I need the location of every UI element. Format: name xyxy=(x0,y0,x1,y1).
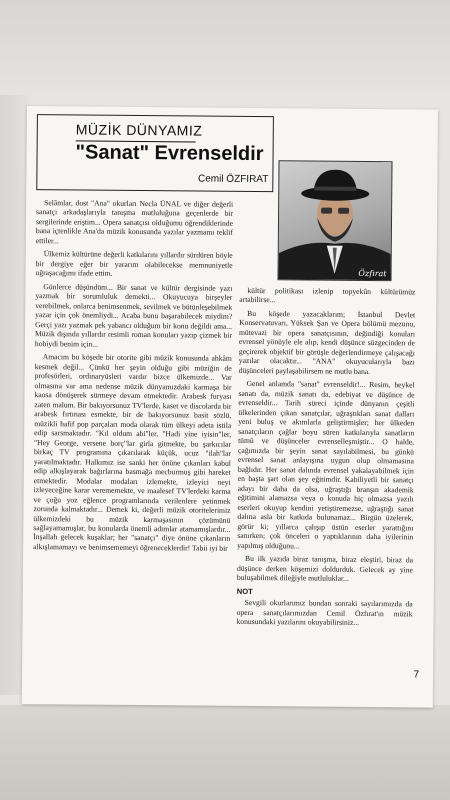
article-title: "Sanat" Evrenseldir xyxy=(75,141,264,166)
article-column-right xyxy=(236,286,415,660)
section-title: MÜZİK DÜNYAMIZ xyxy=(75,121,203,139)
paragraph: Bu köşede yazacaklarım; İstanbul Devlet Konservatuvarı, Yüksek Şan ve Opera bölümü mezunu, mütevazi bir opera sanatçısının, değindiği konuları evrensel yönüyle ele alıp, kendi düşünce süzgecinden de geçirerek objektif bir görüşle değerlendirmeye çalışacağı yazılar olacaktır... "ANA" okuyucularıyla bazı düşünceleri paylaşabilirsem ne mutlu bana. xyxy=(238,308,416,376)
paragraph: Bu ilk yazıda biraz tanışma, biraz eleştiri, biraz da düşünce derken köşemizi doldurduk. Gelecek ay yine buluşabilmek dileğiyle mutluluklar... xyxy=(236,553,414,583)
note-heading: NOT xyxy=(236,586,253,596)
magazine-page xyxy=(22,106,438,708)
author-photo xyxy=(277,160,392,281)
paragraph: Selâmlar, dost "Ana" okurları Necla ÜNAL ve diğer değerli sanatçı arkadaşlarıyla tanışma mutluluğuna geçenlerde bir sergilerinde eriştim... Opera sanatçısı olduğumu öğrendiklerinde bana içtenlikle Ana'da müzik konusunda yazılar yazmamı teklif ettiler... xyxy=(35,198,234,246)
paragraph: Genel anlamda "sanat" evrenseldir!... Resim, heykel sanatı da, müzik sanatı da, edebiyat ve düşünce de evrenseldir... Tarih süreci içinde dünyanın çeşitli ülkelerinden çıkan sanatçılar, uğraştıkları sanat dalları yeni buluş ve akımlarla geliştirmişler; her ülkeden sanatçıların çağlar boyu süren katkılarıyla sanatların tümü ve düşünceler evrenselleşmiştir... O halde, çağımızda bir şeyin sanat sayılabilmesi, bu günkü evrensel sanat anlayışına uygun olup olmamasına bağlıdır. Her sanat dalında evrensel yakalayabilmek için en başta şart olan şey eğitimdir. Kabiliyetli bir sanatçı adayı bir daha da olsa, uğraştığı branşın akademik eğitimini alamazsa veya o konuda hiç olmazsa yazılı eserleri okuyup kendini yetiştiremezse, uğraştığı sanat dalına asla bir katkıda bulunamaz... Birgün üzelerek, görür ki; yıllarca çalışıp üstün eserler yarattığını sanırken; çok önceleri o yaptıklarının daha iyilerinin yapılmış olduğunu... xyxy=(237,379,415,550)
portrait-illustration xyxy=(278,161,391,280)
author-name: Cemil ÖZFIRAT xyxy=(197,173,269,186)
article-column-left xyxy=(32,198,233,640)
paragraph: Amacım bu köşede bir otorite gibi müzik konusunda ahkâm kesmek değil... Çünkü her şeyin olduğu gibi müziğin de profesörleri, ordinaryüsleri vardır bizce ülkemizde... Var olmasına var ama nedense müzik dünyamızdaki karmaşa bir kaosa dönüşerek sürmeye devam etmektedir. Arabesk furyası zaten malum. Bir bakıyorsunuz TV'lerde, kaset ve discolarda bir arabesk fırtınası esmekte, bir de bakıyorsunuz basit sözlü, müzikli hafif pop parçaları moda olarak tüm ülkeyi adeta istila edip sarsmaktadır. "Kıl oldum abi"ler, "Hadi yine iyisin"ler, "Hey George, versene borç"lar girla gitmekte, bu şarkıcılar birkaç TV programına çıkarılarak küçük, ucuz "ilah"lar yaratılmaktadır. Halkımız ise sanki her önüne çıkanları kabul edip alkışlayarak bağırlarına basmağa mecburmuş gibi hareket etmektedir. Modalar modaları izlemekte, izleyici neyi izleyeceğine karar verememekte, ve maalesef TV'lerdeki karma ve çoğu yoz eğlence programlarında verilenlere yetinmek zorunda kalmaktadır... Demek ki, değerli müzik otoritelerimiz ülkemizdeki bu müzik karmaşasının çözümünü sağlayamamışlar, bu konularda önemli adımlar atamamışlardır... İnşallah gelecek kuşaklar; her "sanatçı" diye önüne çıkanların alkışlamamayı ve benimsememeyi öğreneceklerdir! Tabii iyi bir xyxy=(33,352,232,553)
paragraph: Günlerce düşündüm... Bir sanat ve kültür dergisinde yazı yazmak bir sorumluluk demekti... Okuyucuya birşeyler verebilmek, onlarca benimsenmek, sevilmek ve bütünleşebilmek yazar için çok önemliydi... Acaba bunu başarabilecek miydim? Gerçi yazı yazmak pek yabancı olduğum bir konu değildi ama... Müzik dışında yıllardır resimli roman konuları yazıp çizmek bir hobiydi benim için... xyxy=(34,282,233,349)
page-number: 7 xyxy=(413,669,420,681)
photo-signature: Özfırat xyxy=(358,268,387,279)
title-box xyxy=(36,114,274,192)
note-text: Sevgili okurlarımız bundan sonraki sayılarımızda da opera sanatçılarımızdan Cemil Özfırat'ın müzik konusundaki yazılarını okuyabilirsiniz... xyxy=(236,597,413,627)
background-bottom xyxy=(0,705,450,800)
paragraph: Ülkemiz kültürüne değerli katkılarını yıllardır sürdüren böyle bir dergiye eğer bir yararım olabilecekse memnuniyetle uğraşacağımı ifade ettim. xyxy=(35,249,233,279)
paragraph: kültür politikası izlenip topyekûn kültürümüz artabilirse... xyxy=(239,285,416,305)
background-top xyxy=(0,0,450,95)
